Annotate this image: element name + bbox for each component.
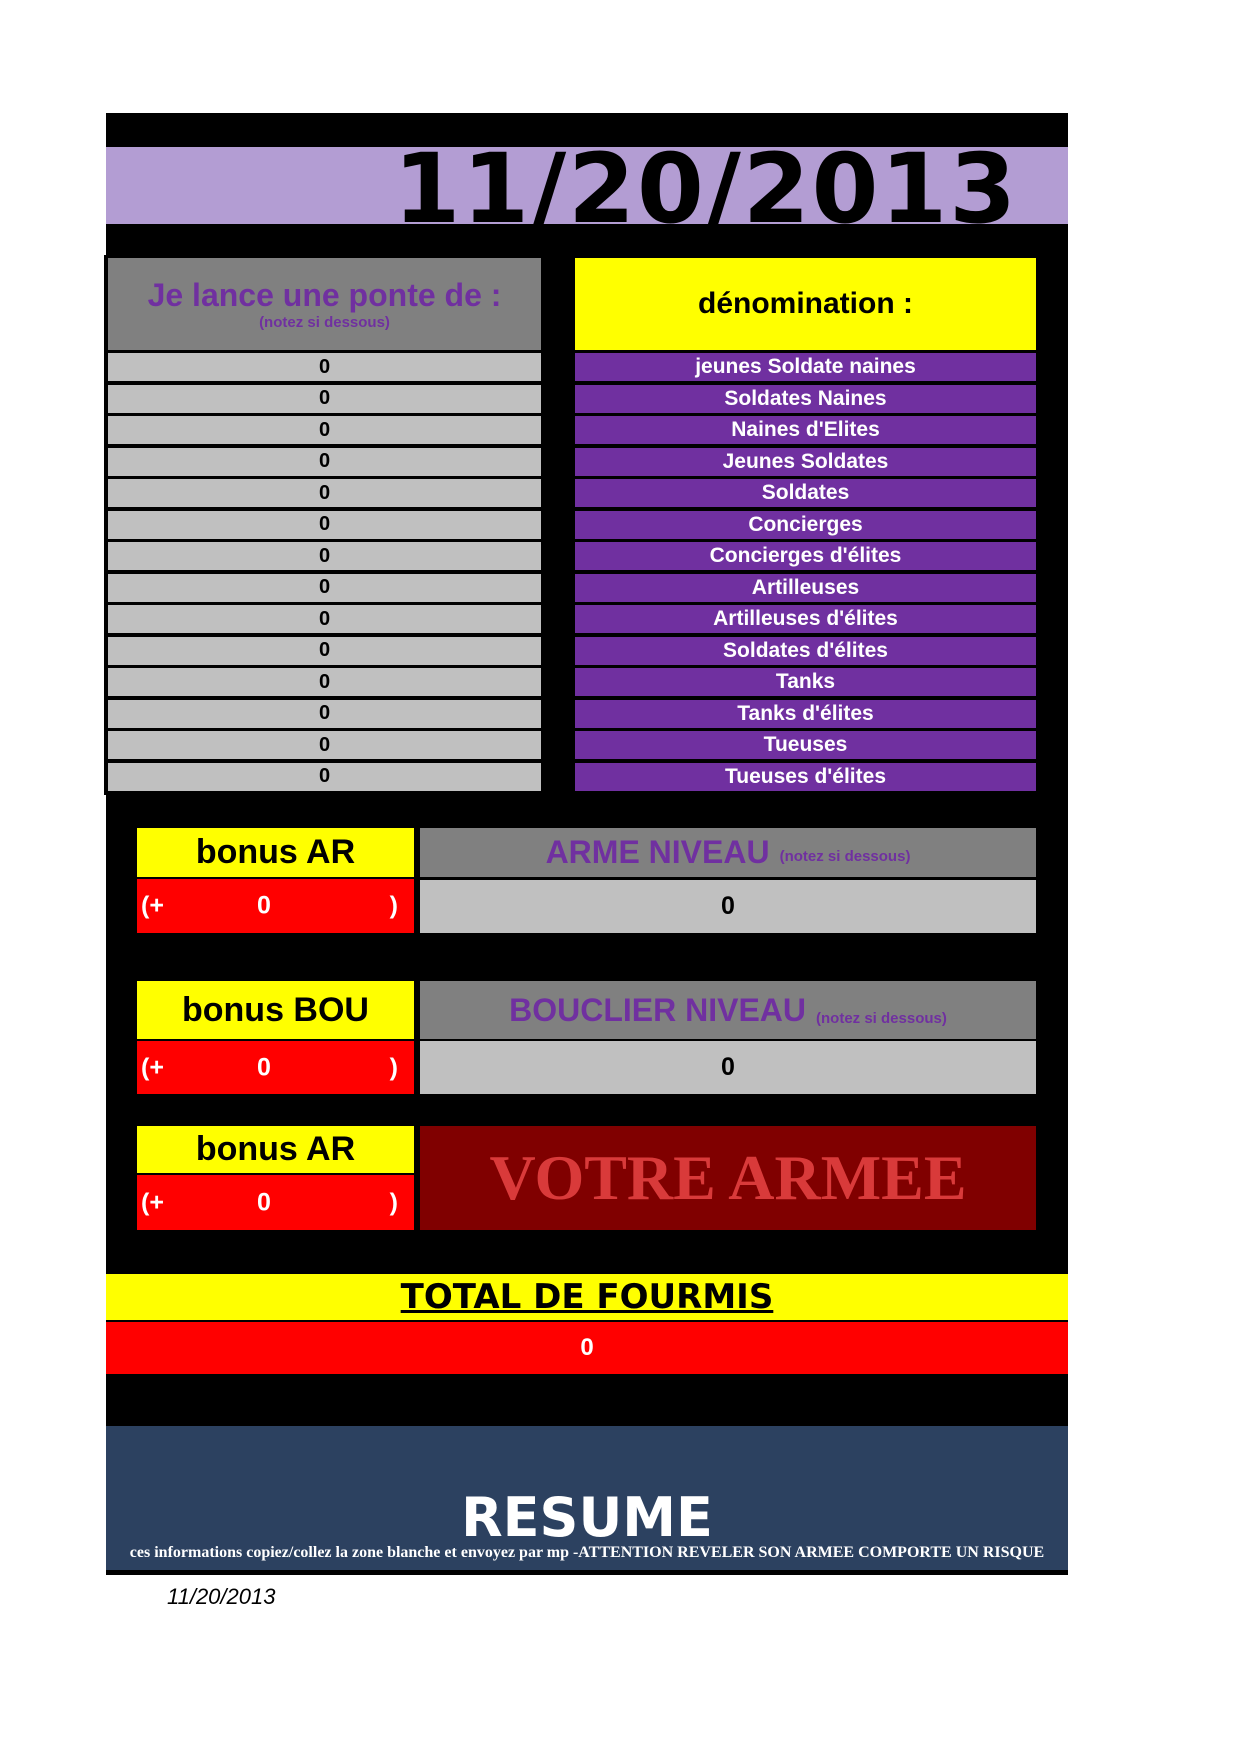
ponte-quantity-input[interactable]: 0: [108, 574, 541, 602]
unit-name: jeunes Soldate naines: [575, 353, 1036, 381]
denomination-header: dénomination :: [575, 258, 1036, 350]
bonus-ar-value[interactable]: [137, 879, 414, 933]
ponte-quantity-input[interactable]: 0: [108, 637, 541, 665]
bonus-value: 0: [257, 891, 271, 920]
bonus-prefix: (+: [141, 891, 164, 920]
ponte-header: [108, 258, 541, 350]
title-band: [106, 133, 1068, 245]
bonus-value: 0: [257, 1188, 271, 1216]
arme-niveau-input[interactable]: 0: [420, 880, 1036, 933]
ponte-quantity-input[interactable]: 0: [108, 731, 541, 759]
ponte-quantity-input[interactable]: 0: [108, 416, 541, 444]
resume-note: ces informations copiez/collez la zone blanche et envoyez par mp -ATTENTION REVELER SON ARMEE COMPORTE UN RISQUE: [129, 1544, 1045, 1561]
unit-name: Concierges: [575, 511, 1036, 539]
bonus-suffix: ): [389, 1053, 398, 1081]
unit-name: Soldates d'élites: [575, 637, 1036, 665]
ponte-header-title: Je lance une ponte de :: [147, 277, 502, 313]
ponte-quantity-input[interactable]: 0: [108, 385, 541, 413]
bonus-prefix: (+: [141, 1188, 164, 1216]
ponte-quantity-input[interactable]: 0: [108, 511, 541, 539]
bonus-prefix: (+: [141, 1053, 164, 1081]
ponte-header-subtitle: (notez si dessous): [259, 314, 390, 331]
ponte-quantity-input[interactable]: 0: [108, 448, 541, 476]
ponte-quantity-input[interactable]: 0: [108, 479, 541, 507]
ponte-quantity-input[interactable]: 0: [108, 763, 541, 791]
bonus-value: 0: [257, 1053, 271, 1081]
total-fourmis-label: TOTAL DE FOURMIS: [106, 1274, 1068, 1320]
unit-name: Tanks d'élites: [575, 700, 1036, 728]
votre-armee-banner: VOTRE ARMEE: [420, 1126, 1036, 1230]
unit-name: Naines d'Elites: [575, 416, 1036, 444]
ponte-quantity-input[interactable]: 0: [108, 605, 541, 633]
bonus-bou-label: bonus BOU: [137, 981, 414, 1039]
unit-name: Artilleuses d'élites: [575, 605, 1036, 633]
unit-name: Artilleuses: [575, 574, 1036, 602]
bonus-suffix: ): [389, 891, 398, 920]
bonus-ar-label: bonus AR: [137, 828, 414, 877]
unit-name: Tanks: [575, 668, 1036, 696]
ponte-quantity-input[interactable]: 0: [108, 542, 541, 570]
arme-niveau-header: [420, 828, 1036, 877]
unit-name: Soldates Naines: [575, 385, 1036, 413]
unit-name: Tueuses: [575, 731, 1036, 759]
bouclier-niveau-input[interactable]: 0: [420, 1041, 1036, 1094]
bonus-ar-2-value[interactable]: [137, 1175, 414, 1230]
ponte-quantity-input[interactable]: 0: [108, 353, 541, 381]
unit-name: Jeunes Soldates: [575, 448, 1036, 476]
arme-niveau-note: (notez si dessous): [779, 848, 911, 865]
unit-name: Concierges d'élites: [575, 542, 1036, 570]
bonus-suffix: ): [389, 1188, 398, 1216]
resume-title: RESUME: [461, 1486, 713, 1549]
bonus-ar-2-label: bonus AR: [137, 1126, 414, 1173]
ponte-quantity-input[interactable]: 0: [108, 700, 541, 728]
bonus-bou-value[interactable]: [137, 1041, 414, 1094]
unit-name: Soldates: [575, 479, 1036, 507]
bouclier-niveau-header: [420, 981, 1036, 1039]
footer-date: 11/20/2013: [167, 1584, 276, 1609]
total-fourmis-value: 0: [106, 1322, 1068, 1374]
bouclier-niveau-title: BOUCLIER NIVEAU: [509, 991, 807, 1028]
bouclier-niveau-note: (notez si dessous): [816, 1010, 947, 1027]
resume-panel: [106, 1426, 1068, 1570]
title-date: 11/20/2013: [393, 133, 1018, 245]
ponte-quantity-input[interactable]: 0: [108, 668, 541, 696]
arme-niveau-title: ARME NIVEAU: [545, 834, 770, 870]
unit-name: Tueuses d'élites: [575, 763, 1036, 791]
